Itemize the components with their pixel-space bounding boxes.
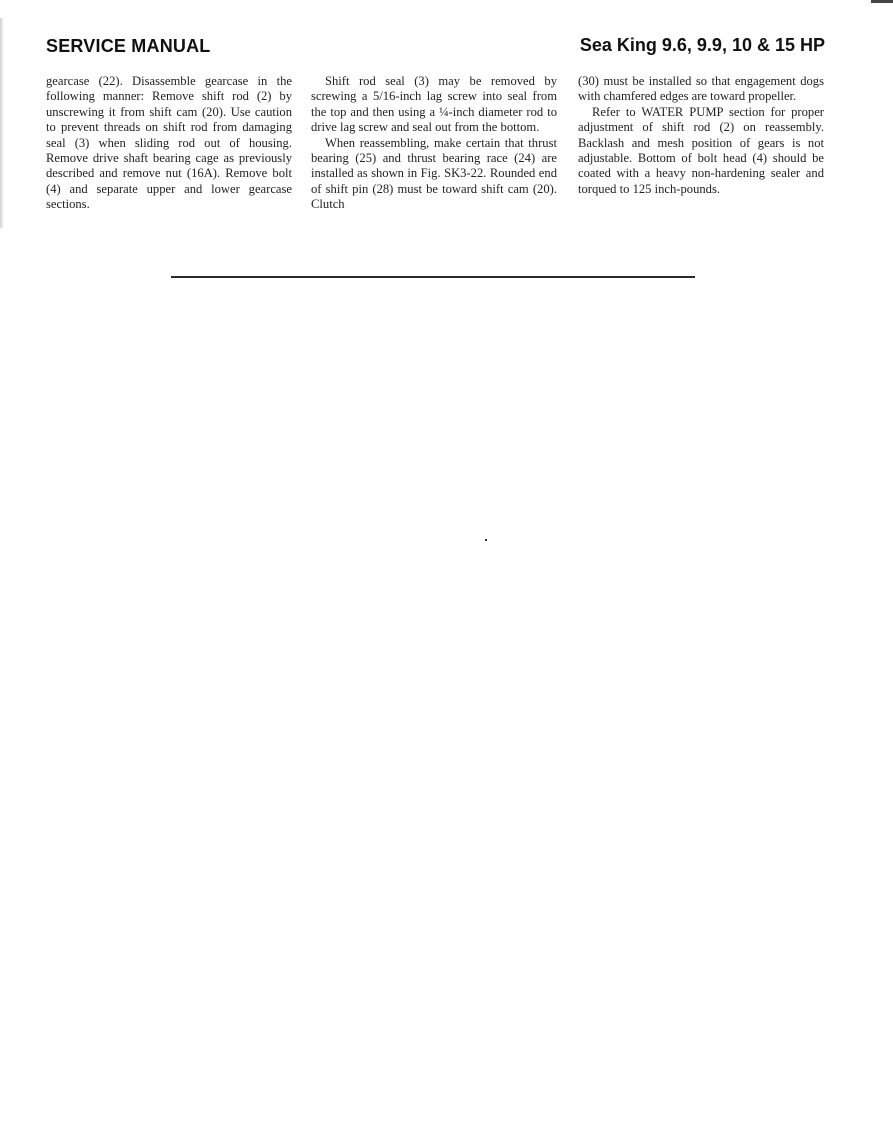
text-column-2 bbox=[311, 74, 557, 213]
paragraph: Shift rod seal (3) may be removed by screwing a 5/16-inch lag screw into seal from the top and then using a ¼-inch diameter rod to drive lag screw and seal out from the bottom. bbox=[311, 74, 557, 135]
text-column-1 bbox=[46, 74, 292, 213]
scan-speck bbox=[485, 539, 487, 541]
section-divider-rule bbox=[171, 276, 695, 278]
scan-corner-mark bbox=[871, 0, 893, 3]
scan-edge-shadow bbox=[0, 18, 4, 228]
paragraph: gearcase (22). Disassemble gearcase in the following manner: Remove shift rod (2) by unscrewing it from shift cam (20). Use caution to prevent threads on shift rod from damaging seal (3) when sliding rod out of housing. Remove drive shaft bearing cage as previously described and remove nut (16A). Remove bolt (4) and separate upper and lower gearcase sections. bbox=[46, 74, 292, 212]
paragraph: When reassembling, make certain that thrust bearing (25) and thrust bearing race (24) are installed as shown in Fig. SK3-22. Rounded end of shift pin (28) must be toward shift cam (20). Clutch bbox=[311, 135, 557, 212]
paragraph: Refer to WATER PUMP section for proper adjustment of shift rod (2) on reassembly. Backlash and mesh position of gears is not adjustable. Bottom of bolt head (4) should be coated with a heavy non-hardening sealer and torqued to 125 inch-pounds. bbox=[578, 104, 824, 196]
running-header-title: SERVICE MANUAL bbox=[46, 36, 211, 56]
text-column-3 bbox=[578, 74, 824, 197]
paragraph: (30) must be installed so that engagement dogs with chamfered edges are toward propeller. bbox=[578, 74, 824, 104]
running-header-model: Sea King 9.6, 9.9, 10 & 15 HP bbox=[579, 35, 825, 55]
